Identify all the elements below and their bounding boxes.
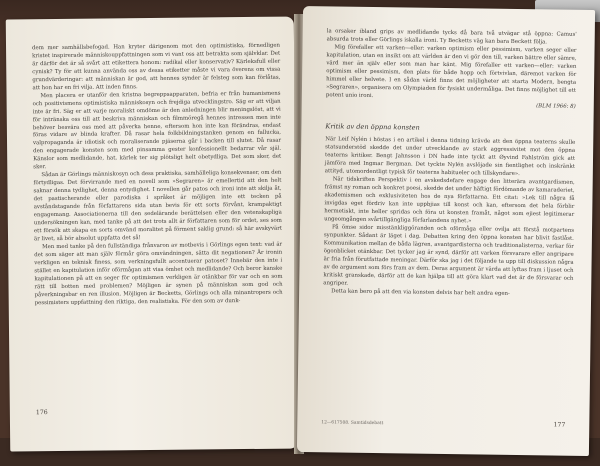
- right-paragraph-5: På ömse sidor misstänkliggöranden och oförmåga eller ovilja att förstå motpartens synpunkter. Sådant är läget i dag. Debatten kring den öppna konsten har blivit fastlåst. Kommunikation mellan de båda lägren, avantgardisterna och traditionalisterna, verkar för ögonblicket otänkbar. Det tycker jag är synd, därför att varken försvarare eller angripare är fria från förutfattade meningar. Därför ska jag i det följande ta upp till diskussion några av de argument som förs fram av dem. Deras argument är värda att lyftas fram i ljuset och kritiskt granskade, därför att de kan hjälpa till att göra klart vad det är de försvarar och angriper.: [323, 224, 575, 287]
- left-paragraph-1: dem mer samhällsbefogad. Han kryter därigenom mot den optimistiska, förnedligen kristet inspirerade människouppfattningen som vi vant oss att betrakta som självklar. Det är därför det är så svårt att etikettera honom: radikal eller konservativ? Kärleksfull eller cynisk? Ty för att kunna använda oss av dessa etiketter måste vi vara överens om vissa grundvärderingar: att människan är god, att hennes synder är felsteg som kan förlåtas, att hon har en fri vilja. Att inden finns.: [32, 42, 281, 92]
- right-page: [297, 6, 595, 456]
- right-paragraph-3: När Leif Nylén i höstas i en artikel i denna tidning krävde att den öppna teaterns skulle statsunderstöd skedde det under utvecklande av stark aggressivitet mot den öppna teaterns kritiker. Bengt Jahnsson i DN hade inte tyckt att Øyvind Fahlström gick att jämföra med Ingmar Bergman. Det tyckte Nylén avslöjade sin fientlighet och inskränkt attityd, utomordentligt typisk för teaterns habitueler och tillskyndare».: [324, 136, 576, 178]
- right-paragraph-1: la orsaker ibland grips av medlidande tycks då bara två utvägar stå öppna: Camus' absurda trots eller Görlings iskalla ironi. Ty Becketts väg kan bara Beckett följa.: [326, 28, 577, 46]
- section-heading: Kritik av den öppna konsten: [325, 121, 420, 132]
- right-paragraph-4: När tidskriften Perspektiv i en avskedsdefare engage den litterära avantgardismen, främst ny roman och konkret poesi, skedde det under häftigt fördömande av kamaraderiet, akademismen och exklusiviteten hos de nya författarna. Ett citat: »Lek till några få invigdas eget fördriv kan inte uppbjias till konst och kan, eftersom det hela förblir hermetiskt, inte heller spridas och föra ut konsten framåt, något som ejiest legitimerar ungeomgången svårtillgängliga förfarlandens nyhet.»: [324, 176, 575, 225]
- left-paragraph-3: Sådan är Görlings människosyn och dess praktiska, samhälleliga konsekvenser, om den förtydligas. Det förvirrande med en novell som »Segraren» är emellertid att den helt saknar denna tydlighet, denna entydighet. I novellen går patos och ironi inte att skilja åt, det pastischerande eller parodiska i språket är möjligen inte ett tecken på avståndstagande från författarens sida utan bevis för ett sorts förvånt, krampaktigt engagemang. Associationerna till den sedelärande berättelsen eller den vetenskapliga undersökningen kan, med tanke på att det trots allt är författaren som för ordet, ses som ett försök att skapa en sorts omvänd moralitet på förment saklig grund: så här avskyvärt är livet, så bör absolut uppfatta det så!: [33, 169, 282, 243]
- page-number-right: 177: [553, 421, 566, 429]
- left-paragraph-2: Men placera er utanför den kristna begreppsapparaten, befria er från humanismens och positivismens optimistiska människosyn och frejdiga utvecklingstro. Säg er att viljan inte är fri. Säg er att varje moraliskt omdöme är den anledningen blir meningslöst, att vi för intränska oss till att beskriva människan och filmmöregå hennes intressen men inte behöver besvära oss med att påverka henne, eftersom hon inte kan förändras, endast föras vidare av blinda krafter. Då rasar hela folkbildningstanken genom en fallucka, valpropaganda är idiotisk och moraliserande pjäserna går i backen till slutet. Då rasar den engagerade konsten som med pinsamma gester konfessionellt bedarrar vår själ. Känslor som medlidande, hat, kärlek ter sig plötsligt helt obetydliga. Det som sker, det sker.: [32, 90, 282, 171]
- source-signature: (BLM 1966: 8): [536, 102, 576, 110]
- page-number-left: 176: [35, 409, 48, 417]
- left-page-text: [32, 43, 283, 308]
- printer-signature-mark: 12—617508. Samtidsdebatt: [321, 420, 384, 427]
- right-paragraph-6: Detta kan bero på att den via konsten delvis har helt andra egen-: [331, 287, 510, 297]
- left-page: [6, 17, 299, 452]
- left-paragraph-4: Men med tanke på den fullständiga frånvaron av motbevis i Görlings egen text: vad är det som säger att man själv förmår göra omvändningen, sätta dit negationen? Är ironin verkligen en teknisk finess, som verkningsfullt accentuerar patoset? Innebär den inte i stället en kapitulation inför oförmågan att visa ömhet och medlidande? Och beror kanske kapitulationen på att en seger för optimismen verkligen är otänkbar för var och en som rätt till botten med problemen? Möjligen är synen på människan som god och påverkningsbar en ren illusion. Möjligen är Becketts, Görlings och alla minantropers och pessimisters uppfattning den riktiga, den realistiska. För den som av dunk-: [34, 241, 283, 306]
- right-paragraph-2: Mig förefaller ett varken—eller: varken optimism eller pessimism, varken seger eller kapitulation, utan en insikt om att världen är den vi gör den till, varken bättre eller sämre, värd mer än själv eller som man har känt. Mig förefaller ett varken—eller: varken optimism eller pessimism, den plats för både hopp och förtvivlan, däremot varken för himmel eller helvete. I en sådan värld finns det möjligheter att starta Modern, bengta »Segraren», organisera om Olympiaden för fysiskt undermåliga. Det finns möjlighet till ett potent unio ironi.: [325, 44, 577, 99]
- right-page-text: [323, 28, 577, 299]
